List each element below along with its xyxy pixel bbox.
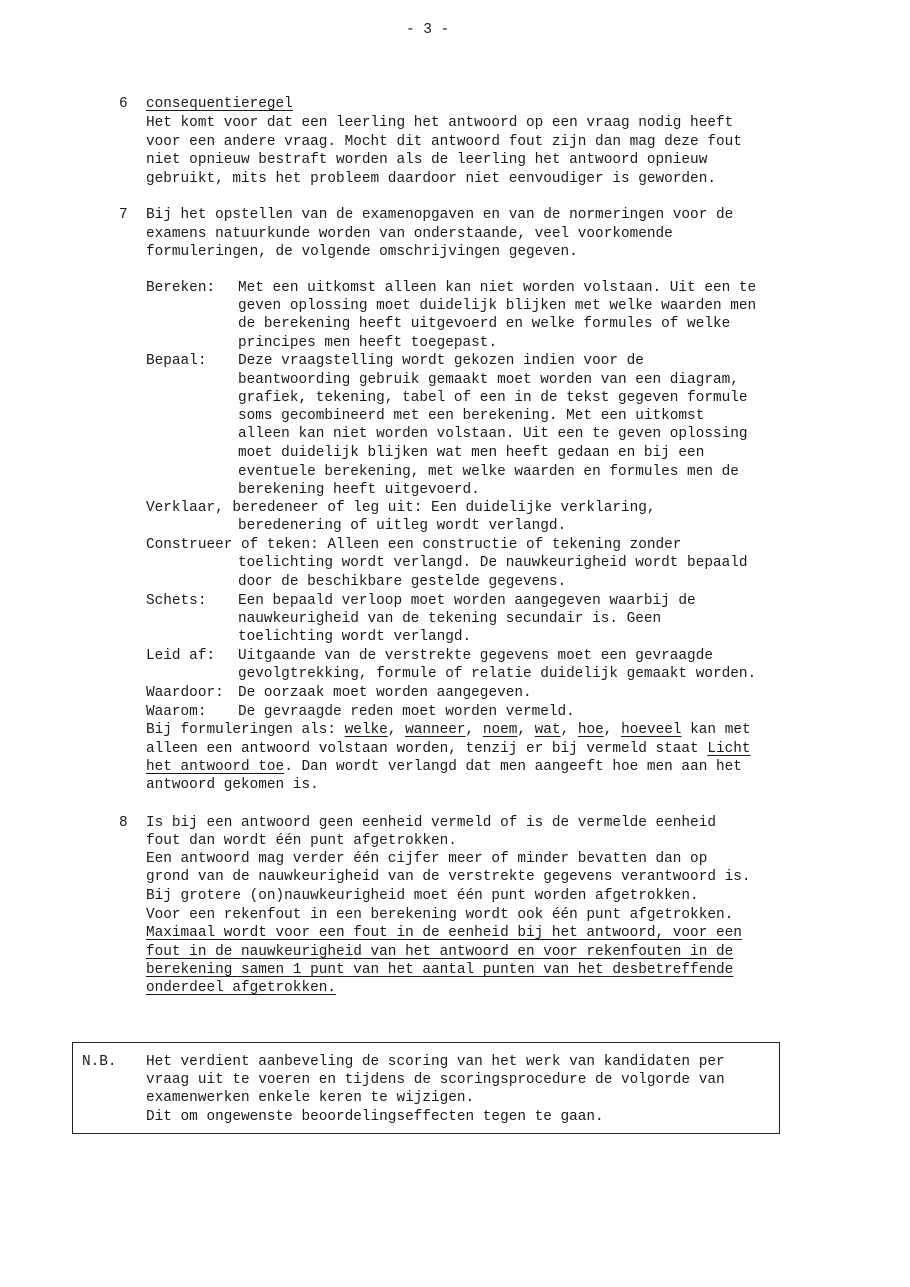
definition-line: toelichting wordt verlangd. xyxy=(238,629,472,645)
term-construeer: Construeer of teken: Alleen een constructie of tekening zonder xyxy=(146,537,682,553)
section-number: 8 xyxy=(119,815,128,831)
section-title: consequentieregel xyxy=(146,96,293,112)
paragraph-line: Is bij een antwoord geen eenheid vermeld of is de vermelde eenheid xyxy=(146,815,716,831)
separator: , xyxy=(603,722,622,738)
definition-line: berekening heeft uitgevoerd. xyxy=(238,482,480,498)
definition-line: Een bepaald verloop moet worden aangegeven waarbij de xyxy=(238,593,696,609)
paragraph-line: fout dan wordt één punt afgetrokken. xyxy=(146,833,457,849)
paragraph-line: grond van de nauwkeurigheid van de verstrekte gegevens verantwoord is. xyxy=(146,869,751,885)
paragraph-line: gebruikt, mits het probleem daardoor niet eenvoudiger is geworden. xyxy=(146,171,716,187)
definition-line: Uitgaande van de verstrekte gegevens moet een gevraagde xyxy=(238,648,713,664)
definition-line: alleen kan niet worden volstaan. Uit een te geven oplossing xyxy=(238,426,748,442)
underlined-line: Maximaal wordt voor een fout in de eenheid bij het antwoord, voor een xyxy=(146,925,742,941)
section-number: 7 xyxy=(119,207,128,223)
underlined-line: fout in de nauwkeurigheid van het antwoord en voor rekenfouten in de xyxy=(146,944,734,960)
term-verklaar: Verklaar, beredeneer of leg uit: Een duidelijke verklaring, xyxy=(146,500,656,516)
term-bepaal: Bepaal: xyxy=(146,353,207,369)
formulation-line xyxy=(146,742,751,756)
keyword-wanneer: wanneer xyxy=(405,722,466,738)
page-number: - 3 - xyxy=(406,22,450,38)
paragraph-line: niet opnieuw bestraft worden als de leerling het antwoord opnieuw xyxy=(146,152,708,168)
text-run: Bij formuleringen als: xyxy=(146,722,345,738)
keyword-hoeveel: hoeveel xyxy=(621,722,682,738)
paragraph-line: voor een andere vraag. Mocht dit antwoord fout zijn dan mag deze fout xyxy=(146,134,742,150)
paragraph-line: Bij grotere (on)nauwkeurigheid moet één punt worden afgetrokken. xyxy=(146,888,699,904)
definition-line: soms gecombineerd met een berekening. Met een uitkomst xyxy=(238,408,705,424)
separator: , xyxy=(517,722,535,738)
term-waardoor: Waardoor: xyxy=(146,685,224,701)
nb-line: Dit om ongewenste beoordelingseffecten tegen te gaan. xyxy=(146,1109,604,1125)
section-number: 6 xyxy=(119,96,128,112)
definition-line: geven oplossing moet duidelijk blijken met welke waarden men xyxy=(238,298,757,314)
keyword-het-antwoord-toe: het antwoord toe xyxy=(146,759,285,775)
separator: , xyxy=(465,722,483,738)
keyword-noem: noem xyxy=(482,722,518,738)
text-run: . Dan wordt verlangd dat men aangeeft hoe men aan het xyxy=(284,759,742,775)
definition-line: toelichting wordt verlangd. De nauwkeurigheid wordt bepaald xyxy=(238,555,748,571)
formulation-line: antwoord gekomen is. xyxy=(146,777,319,793)
definition-line: principes men heeft toegepast. xyxy=(238,335,498,351)
definition-line: gevolgtrekking, formule of relatie duidelijk gemaakt worden. xyxy=(238,666,757,682)
formulation-line xyxy=(146,760,742,774)
definition-line: Deze vraagstelling wordt gekozen indien voor de xyxy=(238,353,644,369)
term-schets: Schets: xyxy=(146,593,207,609)
definition-line: grafiek, tekening, tabel of een in de tekst gegeven formule xyxy=(238,390,748,406)
underlined-line: berekening samen 1 punt van het aantal punten van het desbetreffende xyxy=(146,962,734,978)
term-waarom: Waarom: xyxy=(146,704,207,720)
term-bereken: Bereken: xyxy=(146,280,216,296)
separator: , xyxy=(560,722,578,738)
definition-line: De oorzaak moet worden aangegeven. xyxy=(238,685,532,701)
definition-line: De gevraagde reden moet worden vermeld. xyxy=(238,704,575,720)
term-leid-af: Leid af: xyxy=(146,648,216,664)
definition-line: beredenering of uitleg wordt verlangd. xyxy=(238,518,567,534)
keyword-licht: Licht xyxy=(707,741,751,757)
nb-line: vraag uit te voeren en tijdens de scoringsprocedure de volgorde van xyxy=(146,1072,725,1088)
keyword-welke: welke xyxy=(344,722,388,738)
definition-line: moet duidelijk blijken wat men heeft gedaan en bij een xyxy=(238,445,705,461)
definition-line: eventuele berekening, met welke waarden en formules men de xyxy=(238,464,739,480)
paragraph-line: Een antwoord mag verder één cijfer meer of minder bevatten dan op xyxy=(146,851,708,867)
text-run: alleen een antwoord volstaan worden, tenzij er bij vermeld staat xyxy=(146,741,708,757)
text-run: kan met xyxy=(681,722,751,738)
paragraph-line: Voor een rekenfout in een berekening wordt ook één punt afgetrokken. xyxy=(146,907,734,923)
nb-label: N.B. xyxy=(82,1054,117,1070)
keyword-hoe: hoe xyxy=(577,722,604,738)
definition-line: de berekening heeft uitgevoerd en welke formules of welke xyxy=(238,316,731,332)
definition-line: door de beschikbare gestelde gegevens. xyxy=(238,574,567,590)
paragraph-line: formuleringen, de volgende omschrijvingen gegeven. xyxy=(146,244,578,260)
definition-line: Met een uitkomst alleen kan niet worden volstaan. Uit een te xyxy=(238,280,757,296)
underlined-line: onderdeel afgetrokken. xyxy=(146,980,336,996)
paragraph-line: Bij het opstellen van de examenopgaven en van de normeringen voor de xyxy=(146,207,734,223)
nb-line: examenwerken enkele keren te wijzigen. xyxy=(146,1090,475,1106)
definition-line: nauwkeurigheid van de tekening secundair is. Geen xyxy=(238,611,662,627)
separator: , xyxy=(387,722,406,738)
paragraph-line: examens natuurkunde worden van onderstaande, veel voorkomende xyxy=(146,226,673,242)
nb-line: Het verdient aanbeveling de scoring van het werk van kandidaten per xyxy=(146,1054,725,1070)
keyword-wat: wat xyxy=(534,722,561,738)
formulation-line xyxy=(146,723,751,737)
definition-line: beantwoording gebruik gemaakt moet worden van een diagram, xyxy=(238,372,739,388)
paragraph-line: Het komt voor dat een leerling het antwoord op een vraag nodig heeft xyxy=(146,115,734,131)
